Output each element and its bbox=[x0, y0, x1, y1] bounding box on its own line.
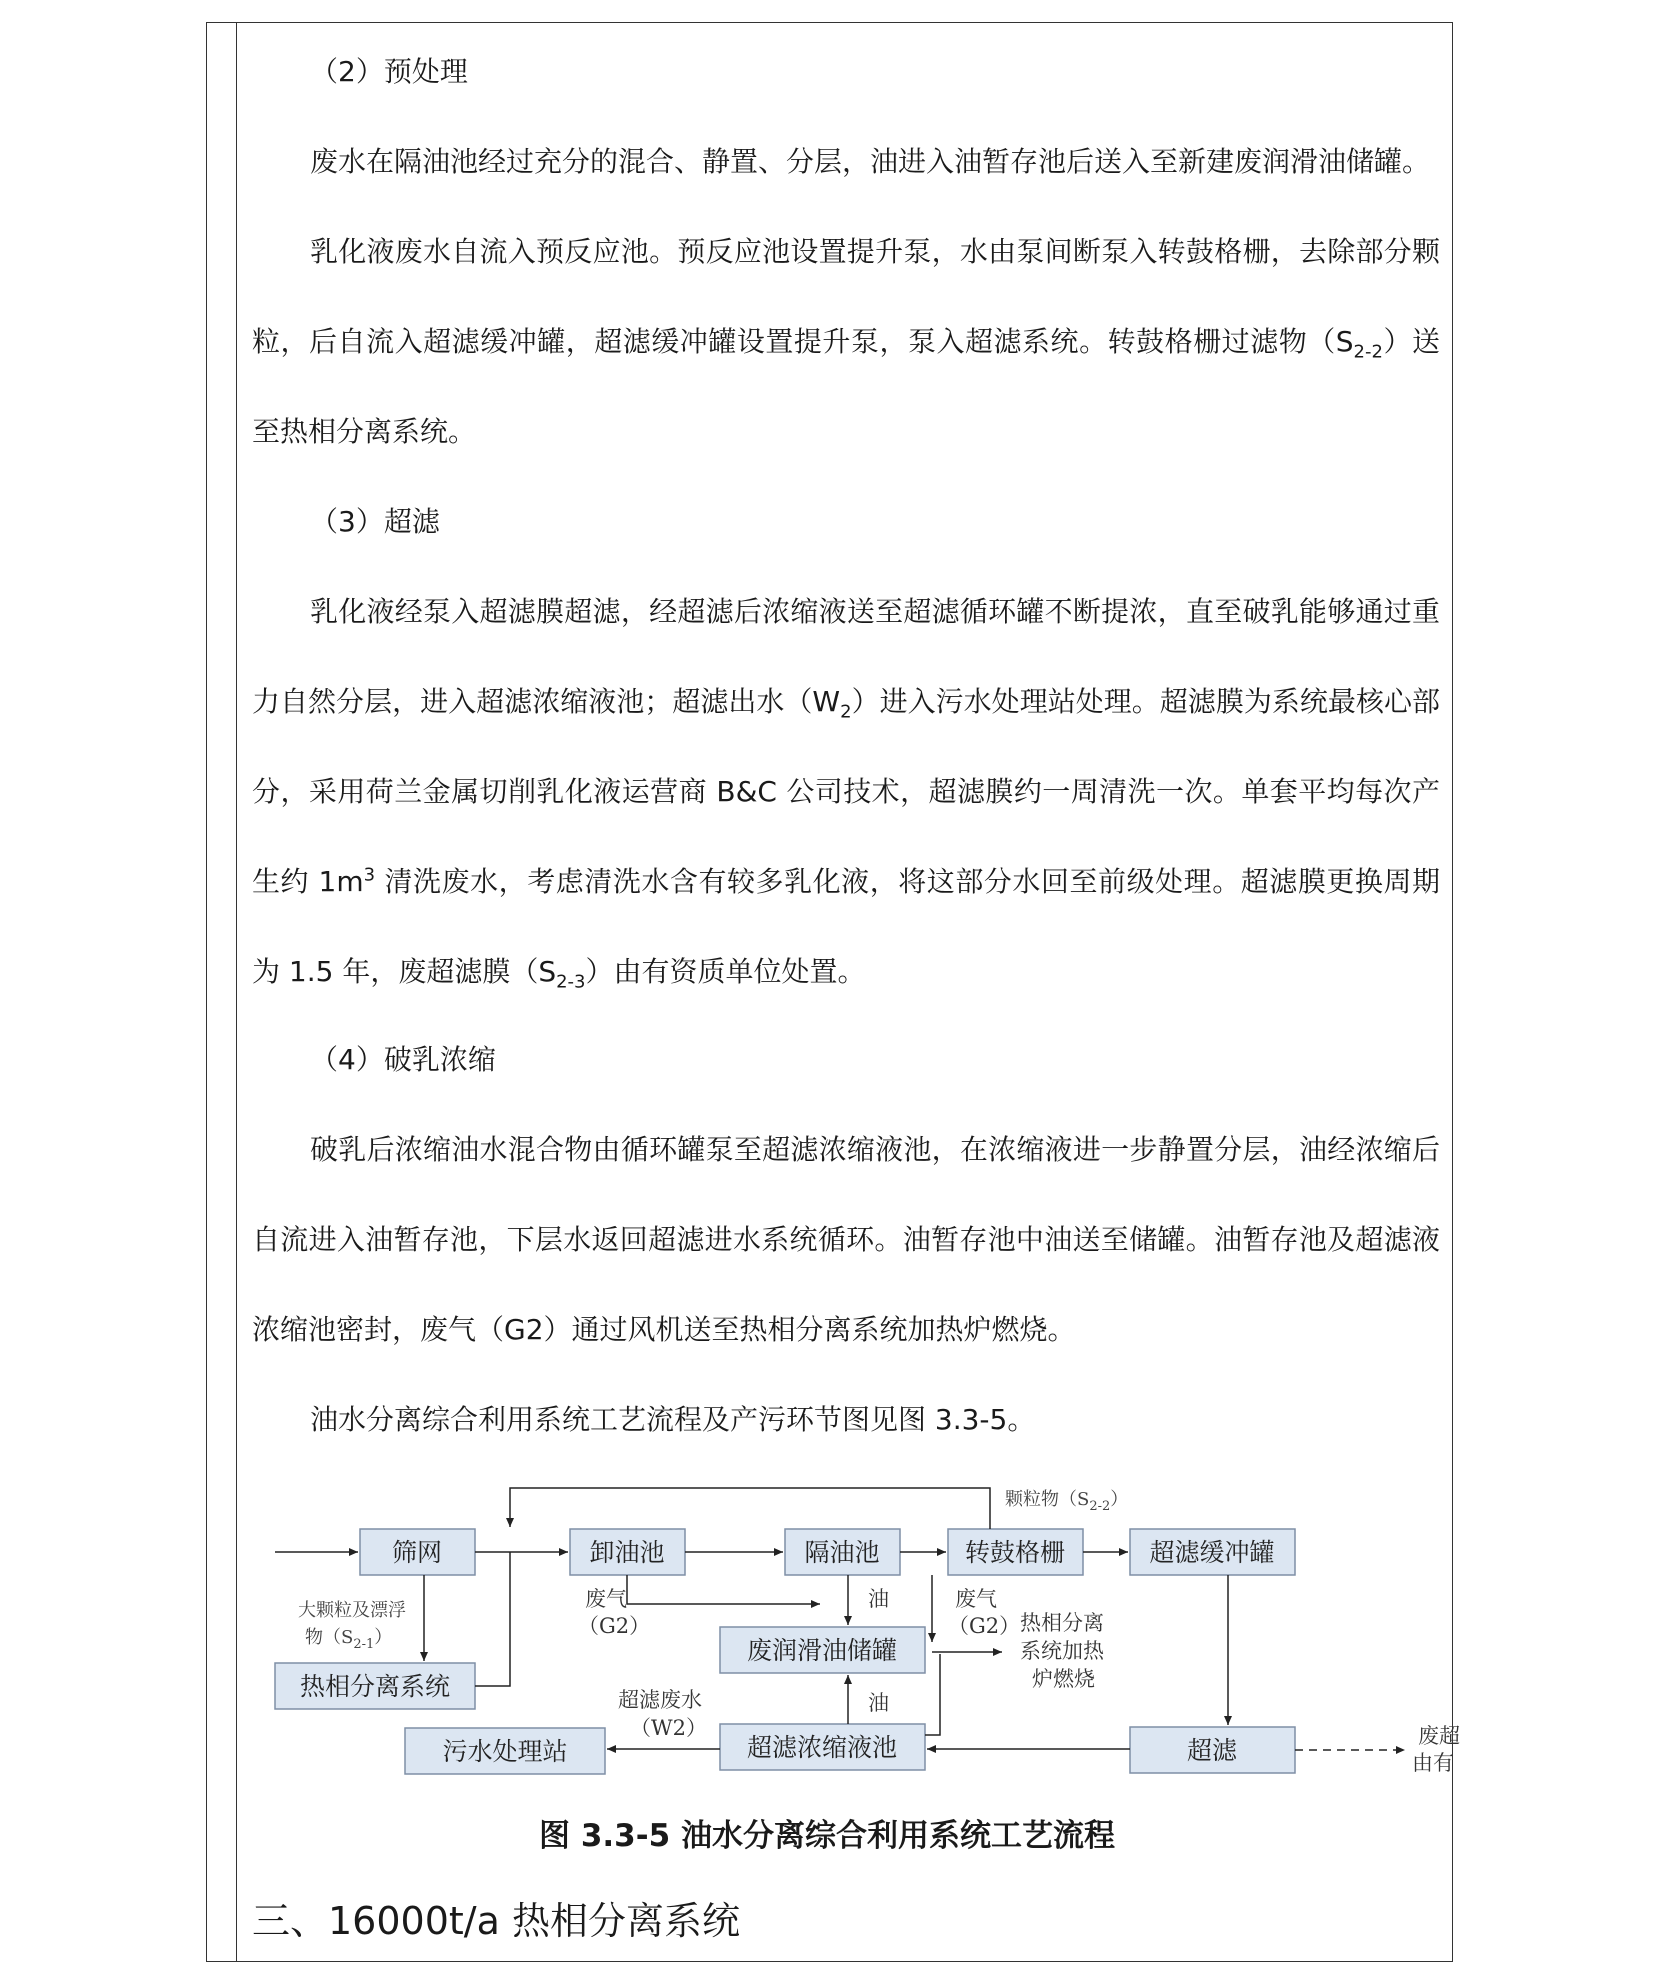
paragraph-demulsification: 破乳后浓缩油水混合物由循环罐泵至超滤浓缩液池，在浓缩液进一步静置分层，油经浓缩后自流进入油暂存池，下层水返回超滤进水系统循环。油暂存池中油送至储罐。油暂存池及超滤液浓缩池密封，废气（G2）通过风机送至热相分离系统加热炉燃烧。 bbox=[252, 1133, 1440, 1346]
section-heading: 三、16000t/a 热相分离系统 bbox=[252, 1899, 740, 1943]
figure-caption: 图 3.3-5 油水分离综合利用系统工艺流程 bbox=[539, 1818, 1115, 1854]
note-cut-2: 由有 bbox=[1412, 1751, 1454, 1775]
label-uf: 超滤 bbox=[1186, 1736, 1238, 1765]
note-big-particles-1: 大颗粒及漂浮 bbox=[298, 1600, 406, 1621]
note-gas-1a: 废气 bbox=[585, 1587, 627, 1611]
heading-ultrafiltration: （3）超滤 bbox=[310, 505, 440, 538]
label-buffer: 超滤缓冲罐 bbox=[1149, 1538, 1275, 1567]
note-burn-2: 系统加热 bbox=[1020, 1639, 1104, 1663]
paragraph-separator: 废水在隔油池经过充分的混合、静置、分层，油进入油暂存池后送入至新建废润滑油储罐。 bbox=[310, 145, 1431, 178]
label-storage: 废润滑油储罐 bbox=[746, 1636, 898, 1665]
note-particles: 颗粒物$(S_{2-2})$ bbox=[1005, 1489, 1129, 1514]
note-big-particles-2: 物$(S_{2-1})$ bbox=[305, 1627, 393, 1652]
note-cut-1: 废超 bbox=[1418, 1724, 1460, 1748]
note-gas-2a: 废气 bbox=[955, 1587, 997, 1611]
note-gas-1b: （G2） bbox=[578, 1614, 651, 1638]
note-burn-3: 炉燃烧 bbox=[1032, 1667, 1095, 1691]
note-burn-1: 热相分离 bbox=[1020, 1611, 1104, 1635]
paragraph-ultrafiltration: 乳化液经泵入超滤膜超滤，经超滤后浓缩液送至超滤循环罐不断提浓，直至破乳能够通过重力自然分层，进入超滤浓缩液池；超滤出水$(W_2)$进入污水处理站处理。超滤膜为系统最核心部分，采用荷兰金属切削乳化液运营商 B&C 公司技术，超滤膜约一周清洗一次。单套平均每次产生约 $1m^3$ 清洗废水，考虑清洗水含有较多乳化液，将这部分水回至前级处理。超滤膜更换周期为 1.5 年，废超滤膜$(S_{2-3})$由有资质单位处置。 bbox=[252, 595, 1441, 993]
label-unload: 卸油池 bbox=[589, 1538, 665, 1567]
label-drum: 转鼓格栅 bbox=[964, 1538, 1066, 1567]
label-sewage: 污水处理站 bbox=[442, 1737, 568, 1766]
paragraph-figure-ref: 油水分离综合利用系统工艺流程及产污环节图见图 3.3-5。 bbox=[310, 1403, 1036, 1436]
heading-pretreatment: （2）预处理 bbox=[310, 55, 468, 88]
note-uf-water-2: （W2） bbox=[630, 1716, 707, 1740]
note-gas-2b: （G2） bbox=[948, 1614, 1021, 1638]
note-uf-water-1: 超滤废水 bbox=[618, 1688, 702, 1712]
label-separator: 隔油池 bbox=[804, 1538, 880, 1567]
label-concentrate: 超滤浓缩液池 bbox=[746, 1733, 898, 1762]
note-oil-2: 油 bbox=[868, 1691, 889, 1715]
note-oil-1: 油 bbox=[868, 1587, 889, 1611]
paragraph-emulsion: 乳化液废水自流入预反应池。预反应池设置提升泵，水由泵间断泵入转鼓格栅，去除部分颗粒，后自流入超滤缓冲罐，超滤缓冲罐设置提升泵，泵入超滤系统。转鼓格栅过滤物$(S_{2-2})$送至热相分离系统。 bbox=[252, 235, 1440, 448]
heading-demulsification: （4）破乳浓缩 bbox=[310, 1043, 496, 1076]
label-thermal: 热相分离系统 bbox=[299, 1672, 451, 1701]
label-screen: 筛网 bbox=[391, 1538, 443, 1567]
